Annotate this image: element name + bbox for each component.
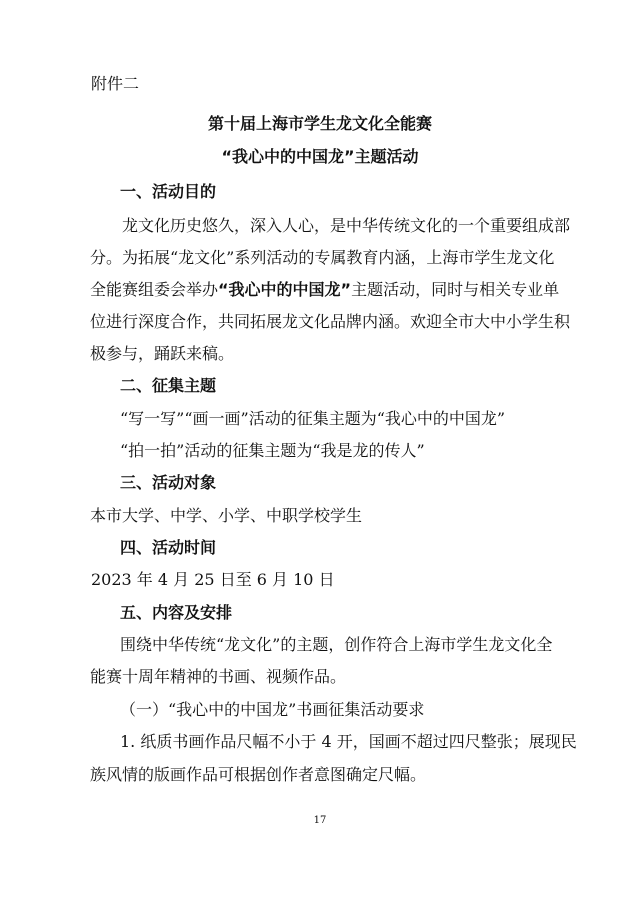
section-heading-target: 三、活动对象 [120, 473, 217, 492]
subsection-heading: （一）“我心中的中国龙”书画征集活动要求 [120, 700, 425, 719]
section-heading-content: 五、内容及安排 [120, 603, 233, 622]
paragraph-line: 龙文化历史悠久，深入人心，是中华传统文化的一个重要组成部 [122, 216, 571, 235]
theme-line: “拍一拍”活动的征集主题为“我是龙的传人” [120, 441, 425, 460]
requirement-line: 族风情的版画作品可根据创作者意图确定尺幅。 [90, 765, 427, 784]
paragraph-line: 位进行深度合作，共同拓展龙文化品牌内涵。欢迎全市大中小学生积 [90, 312, 571, 331]
paragraph-line: 能赛十周年精神的书画、视频作品。 [90, 667, 347, 686]
attachment-label: 附件二 [91, 74, 140, 93]
theme-line: “写一写”“画一画”活动的征集主题为“我心中的中国龙” [120, 409, 506, 428]
section-heading-purpose: 一、活动目的 [120, 182, 217, 201]
paragraph-text: 全能赛组委会举办 [90, 280, 219, 299]
paragraph-text: 主题活动，同时与相关专业单 [351, 280, 560, 299]
paragraph-line-mixed [90, 280, 560, 300]
document-subtitle: “我心中的中国龙”主题活动 [221, 147, 419, 166]
target-text: 本市大学、中学、小学、中职学校学生 [90, 506, 363, 525]
paragraph-line: 分。为拓展“龙文化”系列活动的专属教育内涵，上海市学生龙文化 [90, 248, 555, 267]
paragraph-line: 围绕中华传统“龙文化”的主题，创作符合上海市学生龙文化全 [120, 635, 553, 654]
requirement-line: 1. 纸质书画作品尺幅不小于 4 开，国画不超过四尺整张；展现民 [120, 732, 577, 751]
paragraph-line: 极参与，踊跃来稿。 [90, 344, 235, 363]
section-heading-time: 四、活动时间 [120, 538, 217, 557]
document-title: 第十届上海市学生龙文化全能赛 [207, 114, 432, 133]
section-heading-theme: 二、征集主题 [120, 376, 217, 395]
time-text: 2023 年 4 月 25 日至 6 月 10 日 [91, 570, 335, 589]
page-number: 17 [313, 815, 327, 826]
highlight-theme-text: “我心中的中国龙” [218, 280, 352, 299]
